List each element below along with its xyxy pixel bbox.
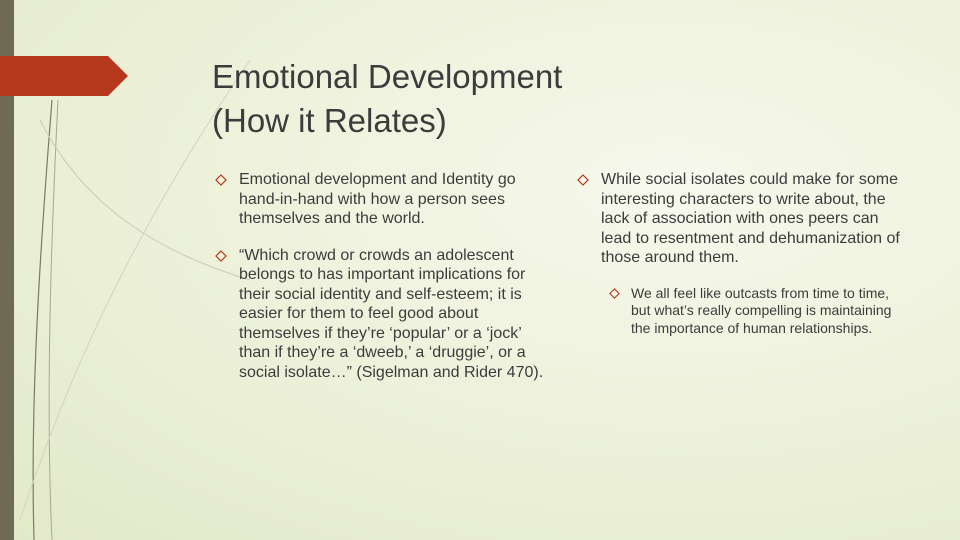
diamond-outline-icon: [215, 246, 239, 266]
diamond-outline-icon: [577, 170, 601, 190]
title-line-1: Emotional Development: [212, 58, 563, 95]
slide-title: [212, 55, 772, 143]
diamond-outline-icon: [609, 285, 631, 303]
bullet-item: [577, 170, 907, 268]
bullet-item: [215, 170, 545, 229]
diamond-outline-icon: [215, 170, 239, 190]
title-line-2: (How it Relates): [212, 102, 447, 139]
right-column: [577, 170, 907, 337]
sub-bullet-text: We all feel like outcasts from time to time, but what’s really compelling is maintaining the importance of human relationships.: [631, 284, 892, 336]
title-accent-tab: [0, 56, 128, 96]
bullet-item: [215, 246, 545, 383]
sub-bullet-item: [609, 285, 907, 338]
left-column: [215, 170, 545, 399]
bullet-text: While social isolates could make for some interesting characters to write about, the lack of association with ones peers can lead to resentment and dehumanization of those around them.: [601, 171, 900, 266]
bullet-text: Emotional development and Identity go hand-in-hand with how a person sees themselves and the world.: [239, 171, 516, 227]
bullet-text: “Which crowd or crowds an adolescent belongs to has important implications for their social identity and self-esteem; it is easier for them to feel good about themselves if they’re ‘popular’ or a ‘jock’ than if they’re a ‘dweeb,’ a ‘druggie’, or a social isolate…” (Sigelman and Rider 470).: [239, 246, 544, 381]
